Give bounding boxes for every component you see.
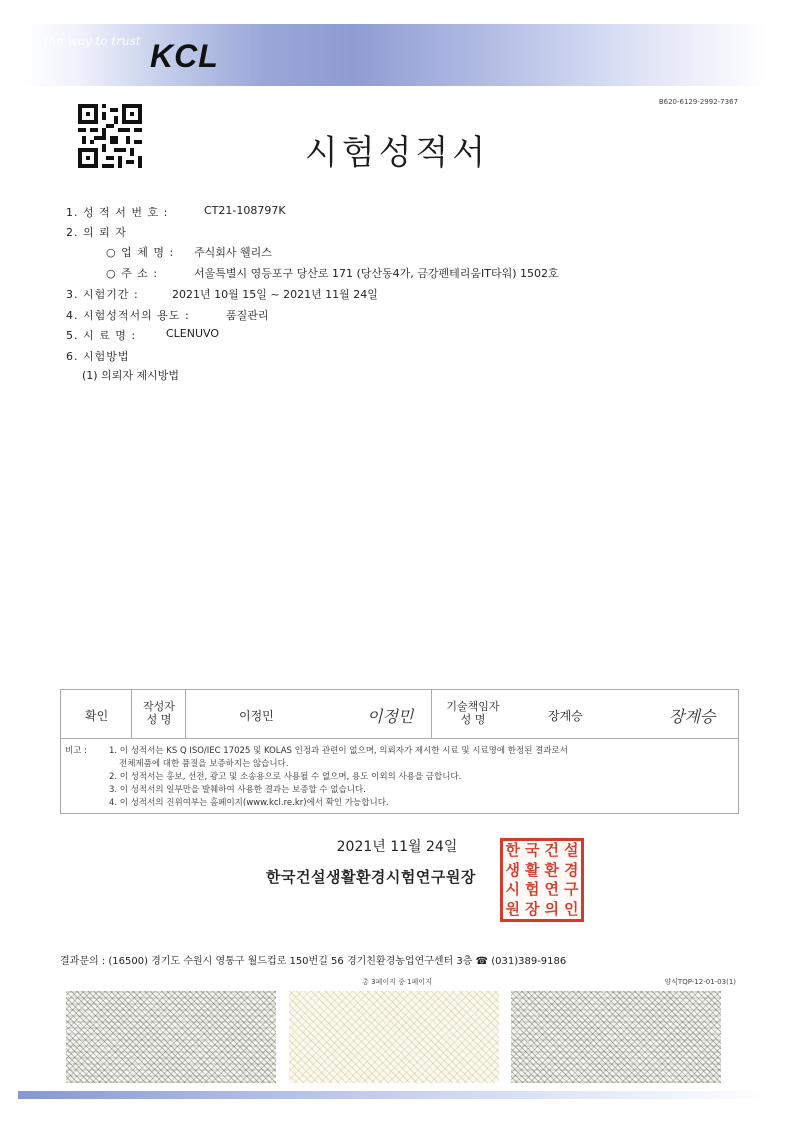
company-name: 주식회사 웰리스	[194, 246, 272, 259]
security-pattern-left	[66, 991, 276, 1083]
seal-char: 구	[564, 880, 579, 898]
note-2: 2. 이 성적서는 홍보, 선전, 광고 및 소송용으로 사용될 수 없으며, 용도 이외의 사용을 금합니다.	[109, 772, 462, 782]
sample-name: CLENUVO	[166, 327, 220, 340]
seal-char: 생	[505, 860, 520, 879]
tech-manager-signature: 장계승	[669, 707, 716, 726]
writer-name: 이정민	[239, 709, 274, 723]
method-item: (1) 의뢰자 제시방법	[82, 369, 179, 382]
seal-char: 장	[525, 899, 540, 918]
seal-char: 시	[505, 880, 520, 898]
security-pattern-center	[289, 991, 499, 1083]
seal-char: 환	[544, 860, 559, 879]
note-3: 3. 이 성적서의 일부만을 발췌하여 사용한 결과는 보증할 수 없습니다.	[109, 785, 366, 795]
tech-manager-name: 장계승	[548, 709, 583, 723]
security-pattern-right	[511, 991, 721, 1083]
slogan: the way to trust	[44, 34, 141, 48]
seal-char: 험	[525, 880, 540, 898]
official-seal-stamp	[500, 838, 584, 922]
address-label: ○ 주 소 :	[106, 267, 159, 280]
notes-label: 비고 :	[65, 746, 87, 756]
seal-char: 한	[505, 841, 520, 859]
issue-date: 2021년 11월 24일	[336, 839, 458, 855]
company-label: ○ 업 체 명 :	[106, 246, 175, 259]
test-period: 2021년 10월 15일 ~ 2021년 11월 24일	[172, 288, 378, 301]
seal-char: 설	[564, 841, 579, 859]
seal-char: 경	[564, 860, 579, 879]
writer-label: 작성자 성 명	[143, 700, 175, 726]
seal-char: 원	[505, 899, 520, 918]
note-1: 1. 이 성적서는 KS Q ISO/IEC 17025 및 KOLAS 인정과 관련이 없으며, 의뢰자가 제시한 시료 및 시료명에 한정된 결과로서	[109, 746, 568, 756]
page-title: 시험성적서	[304, 133, 490, 173]
form-code: 양식TQP-12-01-03(1)	[664, 978, 736, 986]
seal-char: 연	[544, 880, 559, 898]
seal-char: 건	[544, 841, 559, 859]
sample-label: 5. 시 료 명 :	[66, 329, 137, 342]
seal-char: 의	[544, 899, 559, 918]
writer-signature: 이정민	[367, 707, 414, 726]
confirm-label: 확인	[85, 709, 109, 723]
tech-manager-label: 기술책임자 성 명	[446, 700, 500, 726]
method-label: 6. 시험방법	[66, 350, 130, 363]
client-label: 2. 의 뢰 자	[66, 226, 127, 239]
purpose-value: 품질관리	[226, 309, 269, 322]
document-code: B620-6129-2992-7367	[658, 98, 738, 106]
page-count: 총 3페이지 중 1페이지	[362, 978, 432, 986]
seal-char: 활	[525, 860, 540, 879]
note-1-cont: 전체제품에 대한 품질을 보증하지는 않습니다.	[119, 759, 289, 769]
seal-char: 국	[525, 841, 540, 859]
kcl-logo: KCL	[150, 38, 219, 74]
period-label: 3. 시험기간 :	[66, 288, 139, 301]
signature-table	[60, 689, 739, 814]
footer-bar	[18, 1091, 770, 1099]
institution-name: 한국건설생활환경시험연구원장	[266, 868, 476, 886]
signature-row	[61, 690, 738, 739]
seal-char: 인	[564, 899, 579, 918]
report-number: CT21-108797K	[204, 204, 286, 217]
purpose-label: 4. 시험성적서의 용도 :	[66, 309, 190, 322]
report-number-label: 1. 성 적 서 번 호 :	[66, 206, 169, 219]
note-4: 4. 이 성적서의 진위여부는 홈페이지(www.kcl.re.kr)에서 확인 가능합니다.	[109, 798, 389, 808]
address-value: 서울특별시 영등포구 당산로 171 (당산동4가, 금강펜테리움IT타워) 1502호	[194, 267, 559, 280]
contact-info: 결과문의 : (16500) 경기도 수원시 영통구 월드컵로 150번길 56 경기친환경농업연구센터 3층 ☎ (031)389-9186	[60, 956, 567, 967]
